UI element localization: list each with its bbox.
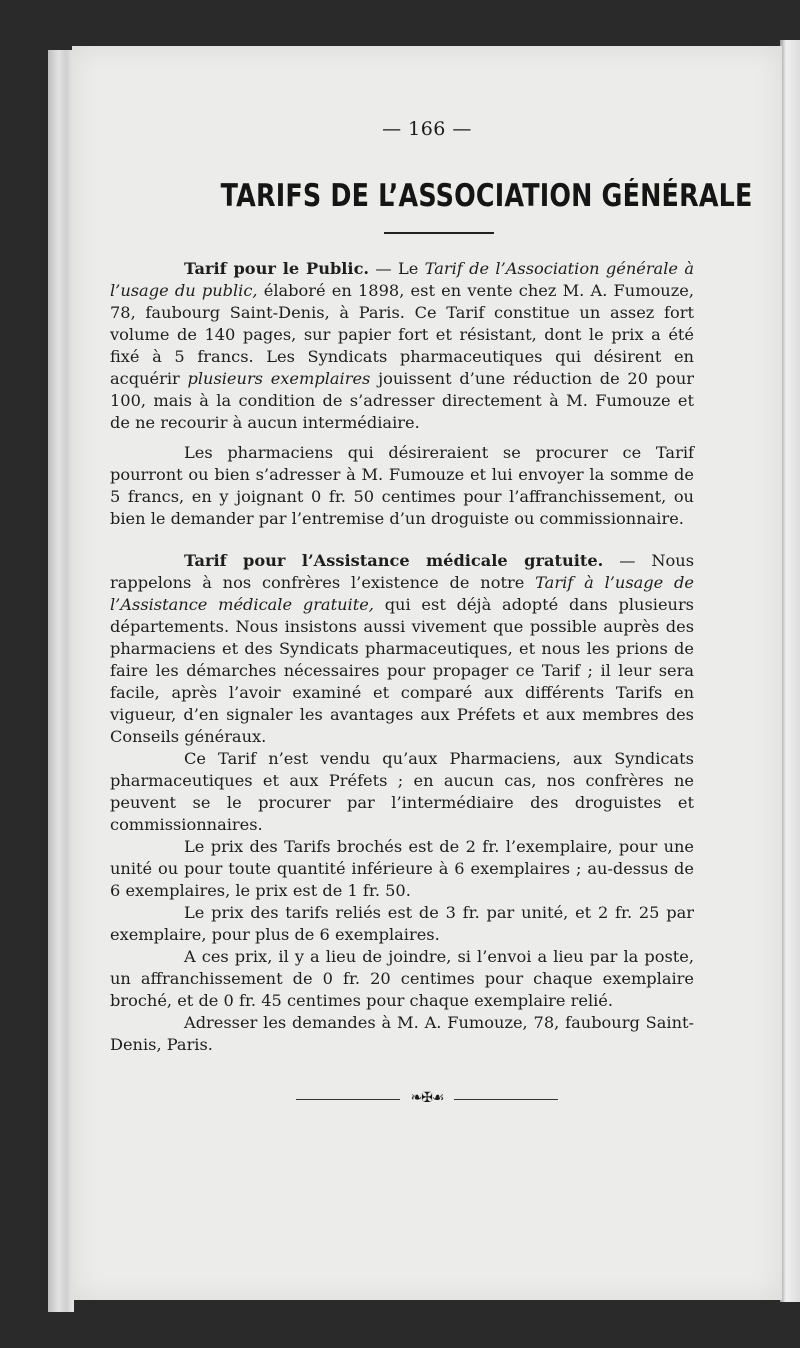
paragraph: Ce Tarif n’est vendu qu’aux Pharmaciens, aux Syndicats pharmaceutiques et aux Préfets ; en aucun cas, nos confrères ne peuvent se le procurer par l’intermédiaire des droguistes et commissionnaires. — [110, 749, 694, 834]
paragraph: Les pharmaciens qui désireraient se procurer ce Tarif pourront ou bien s’adresser à M. Fumouze et lui envoyer la somme de 5 francs, en y joignant 0 fr. 50 centimes pour l’affranchissement, ou bien le demander par l’entremise d’un droguiste ou commissionnaire. — [110, 443, 694, 528]
ornament-line-left — [296, 1099, 400, 1100]
title-divider — [384, 232, 494, 234]
paragraph: Le prix des Tarifs brochés est de 2 fr. l’exemplaire, pour une unité ou pour toute quantité inférieure à 6 exemplaires ; au-dessus de 6 exemplaires, le prix est de 1 fr. 50. — [110, 837, 694, 900]
page-number: — 166 — — [382, 118, 472, 140]
section-heading: Tarif pour le Public. — [184, 259, 370, 278]
fleuron-ornament — [296, 1090, 558, 1108]
ornament-glyph: ❧✠☙ — [410, 1090, 444, 1106]
paragraph: A ces prix, il y a lieu de joindre, si l’envoi a lieu par la poste, un affranchissement de 0 fr. 20 centimes pour chaque exemplaire broché, et de 0 fr. 45 centimes pour chaque exemplaire relié. — [110, 947, 694, 1010]
section-public-tariff — [110, 258, 694, 530]
paragraph: Tarif pour le Public. — Le Tarif de l’Association générale à l’usage du public, élaboré en 1898, est en vente chez M. A. Fumouze, 78, faubourg Saint-Denis, à Paris. Ce Tarif constitue un assez fort volume de 140 pages, sur papier fort et résistant, dont le prix a été fixé à 5 francs. Les Syndicats pharmaceutiques qui désirent en acquérir plusieurs exemplaires jouissent d’une réduction de 20 pour 100, mais à la condition de s’adresser directement à M. Fumouze et de ne recourir à aucun intermédiaire. — [110, 259, 695, 432]
section-medical-assistance-tariff — [110, 550, 694, 1056]
ornament-line-right — [454, 1099, 558, 1100]
paragraph: Adresser les demandes à M. A. Fumouze, 78, faubourg Saint-Denis, Paris. — [110, 1013, 694, 1054]
page-stack-edge — [780, 40, 800, 1302]
page-title: TARIFS DE L’ASSOCIATION GÉNÉRALE — [220, 178, 753, 214]
paragraph: Tarif pour l’Assistance médicale gratuite. — Nous rappelons à nos confrères l’existence de notre Tarif à l’usage de l’Assistance médicale gratuite, qui est déjà adopté dans plusieurs départements. Nous insistons aussi vivement que possible auprès des pharmaciens et des Syndicats pharmaceutiques, et nous les prions de faire les démarches nécessaires pour propager ce Tarif ; il leur sera facile, après l’avoir examiné et comparé aux différents Tarifs en vigueur, d’en signaler les avantages aux Préfets et aux membres des Conseils généraux. — [110, 551, 694, 746]
paragraph: Le prix des tarifs reliés est de 3 fr. par unité, et 2 fr. 25 par exemplaire, pour plus de 6 exemplaires. — [110, 903, 694, 944]
section-heading: Tarif pour l’Assistance médicale gratuite. — [184, 551, 604, 570]
book-spine-edge — [48, 50, 74, 1312]
